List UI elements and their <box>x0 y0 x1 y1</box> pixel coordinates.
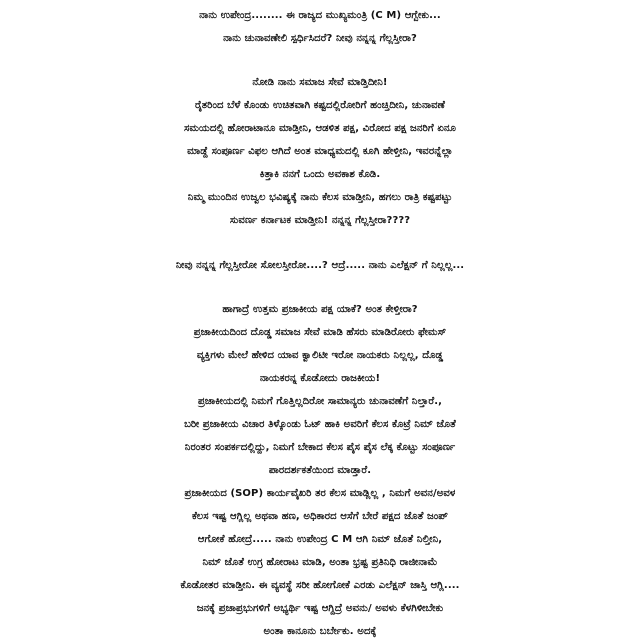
text-line-20: ಕೆಲಸ ಇಷ್ಟ ಆಗ್ಲಿಲ್ಲ ಅಥವಾ ಹಣ, ಅಧಿಕಾರದ ಆಸೆಗೆ ಬೇರೆ ಪಕ್ಷದ ಜೊತೆ ಜಂಪ್ <box>191 511 449 522</box>
text-line-6: ಮಾಡ್ದೆ ಸಂಪೂರ್ಣ ವಿಫಲ ಆಗಿದೆ ಅಂತ ಮಾಧ್ಯಮದಲ್ಲಿ ಕೂಗಿ ಹೇಳ್ತೀನಿ, ಇವರನ್ನೆಲ್ಲಾ <box>187 146 453 157</box>
text-line-25: ಅಂತಾ ಕಾನೂನು ಬರ್ಬೇಕು. ಅದಕ್ಕೆ <box>263 626 377 637</box>
text-line-18: ಪಾರದರ್ಶಕತೆಯಿಂದ ಮಾಡ್ತಾರೆ. <box>268 465 372 476</box>
text-line-12: ಪ್ರಜಾಕೀಯದಿಂದ ದೊಡ್ಡ ಸಮಾಜ ಸೇವೆ ಮಾಡಿ ಹೆಸರು ಮಾಡಿರೋರು ಫೇಮಸ್ <box>193 327 447 338</box>
text-line-8: ನಿಮ್ಮ ಮುಂದಿನ ಉಜ್ವಲ ಭವಿಷ್ಯಕ್ಕೆ ನಾನು ಕೆಲಸ ಮಾಡ್ತೀನಿ, ಹಗಲು ರಾತ್ರಿ ಕಷ್ಟಪಟ್ಟು <box>187 192 453 203</box>
text-line-13: ವ್ಯಕ್ತಿಗಳು ಮೇಲೆ ಹೇಳಿದ ಯಾವ ಕ್ವಾಲಿಟೀ ಇರೋ ನಾಯಕರು ನಿಲ್ಲಲ್ಲ, ದೊಡ್ಡ <box>196 350 444 361</box>
text-line-11: ಹಾಗಾದ್ರೆ ಉತ್ತಮ ಪ್ರಜಾಕೀಯ ಪಕ್ಷ ಯಾಕೆ? ಅಂತ ಕೇಳ್ತೀರಾ? <box>222 304 418 315</box>
text-line-14: ನಾಯಕರನ್ನ ಕೊಡೋದು ರಾಜಕೀಯ! <box>259 373 381 384</box>
text-line-9: ಸುವರ್ಣ ಕರ್ನಾಟಕ ಮಾಡ್ತೀನಿ! ನನ್ನನ್ನ ಗೆಲ್ಲಸ್ತೀರಾ???? <box>229 215 411 226</box>
text-line-5: ಸಮಯದಲ್ಲಿ ಹೋರಾಟಾನೂ ಮಾಡ್ತೀನಿ, ಆಡಳಿತ ಪಕ್ಷ, ವಿರೋದ ಪಕ್ಷ ಜನರಿಗೆ ಏನೂ <box>184 123 456 134</box>
text-line-7: ಕಿತ್ತಾಕಿ ನನಗೆ ಒಂದು ಅವಕಾಶ ಕೊಡಿ. <box>259 169 381 180</box>
text-line-23: ಕೊಡೋತರ ಮಾಡ್ತೀನಿ. ಈ ವ್ಯವಸ್ಥೆ ಸರೀ ಹೋಗೋಕೆ ಎರಡು ಎಲೆಕ್ಷನ್ ಜಾಸ್ತಿ ಆಗ್ಲಿ.... <box>180 580 460 591</box>
text-line-4: ರೈತರಿಂದ ಬೆಳೆ ಕೊಂಡು ಉಚಿತವಾಗಿ ಕಷ್ಟದಲ್ಲಿರೋರಿಗೆ ಹಂಚ್ತಿದೀನಿ, ಚುನಾವಣೆ <box>194 100 446 111</box>
text-line-17: ನಿರಂತರ ಸಂಪರ್ಕದಲ್ಲಿದ್ದು, ನಿಮಗೆ ಬೇಕಾದ ಕೆಲಸ ಪೈಸ ಪೈಸ ಲೆಕ್ಕ ಕೊಟ್ಟು ಸಂಪೂರ್ಣ <box>184 442 456 453</box>
text-line-21: ಆಗೋಕೆ ಹೋದ್ರೆ..... ನಾನು ಉಪೇಂದ್ರ C M ಆಗಿ ನಿಮ್ ಜೊತೆ ನಿಲ್ತೀನಿ, <box>197 534 443 545</box>
text-line-15: ಪ್ರಜಾಕೀಯದಲ್ಲಿ ನಿಮಗೆ ಗೊತ್ತಿಲ್ಲದಿರೋ ಸಾಮಾನ್ಯರು ಚುನಾವಣೆಗೆ ನಿಲ್ತಾರೆ., <box>197 396 442 407</box>
text-line-3: ನೋಡಿ ನಾನು ಸಮಾಜ ಸೇವೆ ಮಾಡ್ತಿದೀನಿ! <box>252 77 388 88</box>
text-line-10: ನೀವು ನನ್ನನ್ನ ಗೆಲ್ಲಸ್ತೀರೋ ಸೋಲಸ್ತೀರೋ....? ಆದ್ರೆ..... ನಾನು ಎಲೆಕ್ಷನ್ ಗೆ ನಿಲ್ಲಲ್ಲ... <box>175 260 465 271</box>
text-line-16: ಬರೀ ಪ್ರಜಾಕೀಯ ವಿಚಾರ ತಿಳ್ಕೊಂಡು ಓಟ್ ಹಾಕಿ ಅವರಿಗೆ ಕೆಲಸ ಕೊಟ್ರೆ ನಿಮ್ ಜೊತೆ <box>184 419 456 430</box>
text-line-22: ನಿಮ್ ಜೊತೆ ಉಗ್ರ ಹೋರಾಟ ಮಾಡಿ, ಅಂತಾ ಭ್ರಷ್ಟ ಪ್ರತಿನಿಧಿ ರಾಜೀನಾಮೆ <box>202 557 438 568</box>
text-line-2: ನಾನು ಚುನಾವಣೇಲಿ ಸ್ಪರ್ಧಿಸಿದರೆ? ನೀವು ನನ್ನನ್ನ ಗೆಲ್ಲಸ್ತೀರಾ? <box>223 33 417 44</box>
text-line-19: ಪ್ರಜಾಕೀಯದ (SOP) ಕಾರ್ಯವೈಖರಿ ತರ ಕೆಲಸ ಮಾಡ್ಲಿಲ್ಲ , ನಿಮಗೆ ಅವನ/ಅವಳ <box>184 488 456 499</box>
text-line-24: ಜನಕ್ಕೆ ಪ್ರಜಾಪ್ರಭುಗಳಿಗೆ ಅಭ್ಯರ್ಥಿ ಇಷ್ಟ ಆಗ್ದಿದ್ರೆ ಅವನು/ ಅವಳು ಕೆಳಗಿಳೀಬೇಕು <box>196 603 444 614</box>
text-line-1: ನಾನು ಉಪೇಂದ್ರ........ ಈ ರಾಜ್ಯದ ಮುಖ್ಯಮಂತ್ರಿ (C M) ಆಗ್ಬೇಕು... <box>199 10 441 21</box>
